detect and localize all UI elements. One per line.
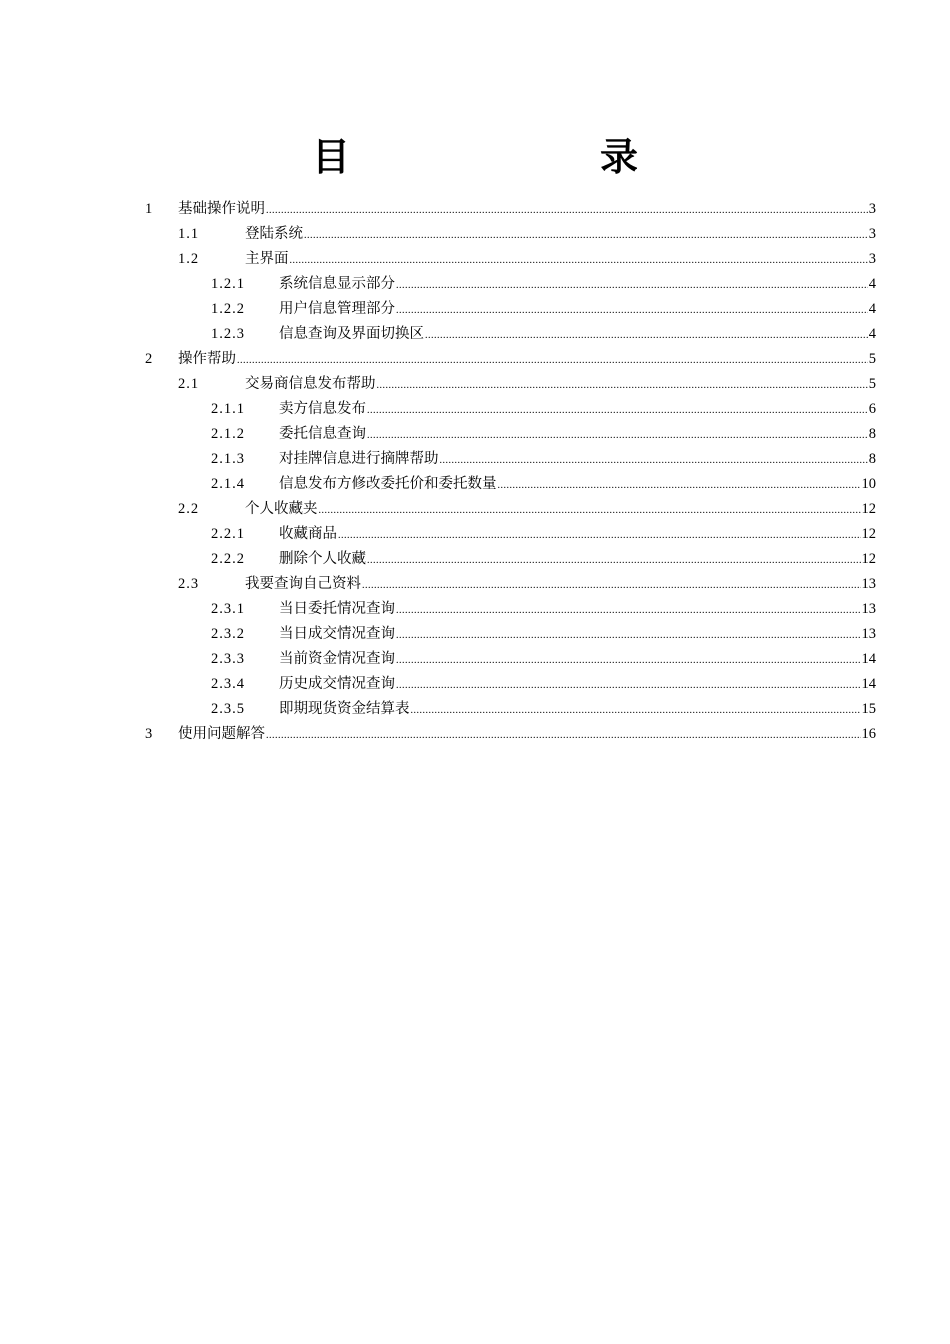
toc-entry[interactable]	[145, 597, 876, 622]
toc-entry-page-number: 12	[861, 526, 876, 542]
dot-leader	[440, 448, 868, 473]
toc-entry-page-number: 15	[861, 701, 876, 717]
toc-entry-number: 3	[145, 726, 154, 742]
toc-entry-page-number: 12	[861, 551, 876, 567]
toc-entry-label: 当前资金情况查询	[279, 651, 395, 667]
toc-entry-page-number: 13	[861, 626, 876, 642]
toc-entry-number: 2.3.1	[211, 601, 245, 617]
toc-entry[interactable]	[145, 672, 876, 697]
toc-entry-label: 委托信息查询	[279, 426, 366, 442]
toc-entry-page-number: 13	[861, 601, 876, 617]
toc-entry[interactable]	[145, 297, 876, 322]
toc-entry-label: 基础操作说明	[178, 201, 265, 217]
toc-entry-number: 1	[145, 201, 154, 217]
toc-entry-number: 2.1.3	[211, 451, 245, 467]
toc-entry-label: 历史成交情况查询	[279, 676, 395, 692]
dot-leader	[367, 423, 868, 448]
dot-leader	[304, 223, 868, 248]
dot-leader	[319, 498, 861, 523]
dot-leader	[498, 473, 861, 498]
toc-entry[interactable]	[145, 247, 876, 272]
toc-entry-number: 1.2.2	[211, 301, 245, 317]
dot-leader	[396, 673, 861, 698]
toc-entry-number: 2	[145, 351, 154, 367]
toc-entry-label: 收藏商品	[279, 526, 337, 542]
toc-entry-page-number: 12	[861, 501, 876, 517]
toc-entry-number: 2.3.3	[211, 651, 245, 667]
toc-entry-label: 信息查询及界面切换区	[279, 326, 424, 342]
toc-entry[interactable]	[145, 472, 876, 497]
toc-entry-label: 操作帮助	[178, 351, 236, 367]
toc-entry-label: 登陆系统	[245, 226, 303, 242]
toc-entry-number: 2.2.1	[211, 526, 245, 542]
toc-entry-page-number: 16	[861, 726, 876, 742]
toc-entry[interactable]	[145, 547, 876, 572]
dot-leader	[377, 373, 868, 398]
toc-entry-number: 2.1	[178, 376, 200, 392]
toc-entry-number: 1.2.1	[211, 276, 245, 292]
toc-entry-page-number: 14	[861, 676, 876, 692]
dot-leader	[411, 698, 861, 723]
toc-entry-label: 当日委托情况查询	[279, 601, 395, 617]
toc-entry-page-number: 13	[861, 576, 876, 592]
toc-entry-number: 2.3.2	[211, 626, 245, 642]
toc-entry-label: 交易商信息发布帮助	[245, 376, 376, 392]
dot-leader	[367, 398, 868, 423]
toc-entry[interactable]	[145, 697, 876, 722]
toc-entry-page-number: 3	[868, 251, 876, 267]
toc-entry[interactable]	[145, 572, 876, 597]
toc-entry-page-number: 14	[861, 651, 876, 667]
toc-entry-page-number: 10	[861, 476, 876, 492]
toc-entry[interactable]	[145, 372, 876, 397]
toc-entry-page-number: 4	[868, 301, 876, 317]
toc-entry-label: 使用问题解答	[178, 726, 265, 742]
toc-entry-label: 信息发布方修改委托价和委托数量	[279, 476, 497, 492]
toc-entry-label: 我要查询自己资料	[245, 576, 361, 592]
dot-leader	[396, 623, 861, 648]
toc-entry-page-number: 3	[868, 226, 876, 242]
toc-entry-number: 2.3.4	[211, 676, 245, 692]
toc-entry[interactable]	[145, 622, 876, 647]
toc-entry-number: 2.3	[178, 576, 200, 592]
toc-entry-page-number: 6	[868, 401, 876, 417]
dot-leader	[237, 348, 868, 373]
table-of-contents	[145, 197, 876, 747]
toc-entry-label: 删除个人收藏	[279, 551, 366, 567]
dot-leader	[396, 273, 868, 298]
toc-entry-number: 2.1.4	[211, 476, 245, 492]
toc-entry-label: 个人收藏夹	[245, 501, 318, 517]
toc-entry[interactable]	[145, 272, 876, 297]
dot-leader	[290, 248, 868, 273]
toc-entry-number: 2.1.2	[211, 426, 245, 442]
toc-entry-page-number: 4	[868, 326, 876, 342]
toc-entry-page-number: 5	[868, 376, 876, 392]
dot-leader	[266, 723, 861, 748]
toc-entry[interactable]	[145, 522, 876, 547]
toc-entry-page-number: 8	[868, 426, 876, 442]
toc-entry-number: 2.2.2	[211, 551, 245, 567]
toc-entry[interactable]	[145, 197, 876, 222]
dot-leader	[362, 573, 861, 598]
toc-entry[interactable]	[145, 322, 876, 347]
toc-entry[interactable]	[145, 222, 876, 247]
toc-entry-page-number: 8	[868, 451, 876, 467]
toc-entry-label: 即期现货资金结算表	[279, 701, 410, 717]
dot-leader	[396, 598, 861, 623]
dot-leader	[425, 323, 868, 348]
toc-entry[interactable]	[145, 447, 876, 472]
toc-entry-number: 1.1	[178, 226, 200, 242]
toc-entry-label: 当日成交情况查询	[279, 626, 395, 642]
toc-entry-number: 2.3.5	[211, 701, 245, 717]
toc-entry-number: 1.2	[178, 251, 200, 267]
toc-entry-label: 系统信息显示部分	[279, 276, 395, 292]
toc-entry-number: 2.1.1	[211, 401, 245, 417]
toc-entry-label: 卖方信息发布	[279, 401, 366, 417]
page-title: 目 录	[311, 135, 696, 179]
toc-entry-page-number: 3	[868, 201, 876, 217]
toc-entry[interactable]	[145, 397, 876, 422]
toc-entry[interactable]	[145, 422, 876, 447]
dot-leader	[367, 548, 861, 573]
toc-entry-number: 1.2.3	[211, 326, 245, 342]
toc-entry[interactable]	[145, 647, 876, 672]
dot-leader	[396, 298, 868, 323]
toc-entry-page-number: 4	[868, 276, 876, 292]
toc-entry-label: 对挂牌信息进行摘牌帮助	[279, 451, 439, 467]
toc-entry[interactable]	[145, 722, 876, 747]
toc-entry-label: 用户信息管理部分	[279, 301, 395, 317]
toc-entry[interactable]	[145, 497, 876, 522]
toc-entry-number: 2.2	[178, 501, 200, 517]
dot-leader	[338, 523, 861, 548]
toc-entry-label: 主界面	[245, 251, 289, 267]
dot-leader	[396, 648, 861, 673]
toc-entry-page-number: 5	[868, 351, 876, 367]
dot-leader	[266, 198, 868, 223]
toc-entry[interactable]	[145, 347, 876, 372]
